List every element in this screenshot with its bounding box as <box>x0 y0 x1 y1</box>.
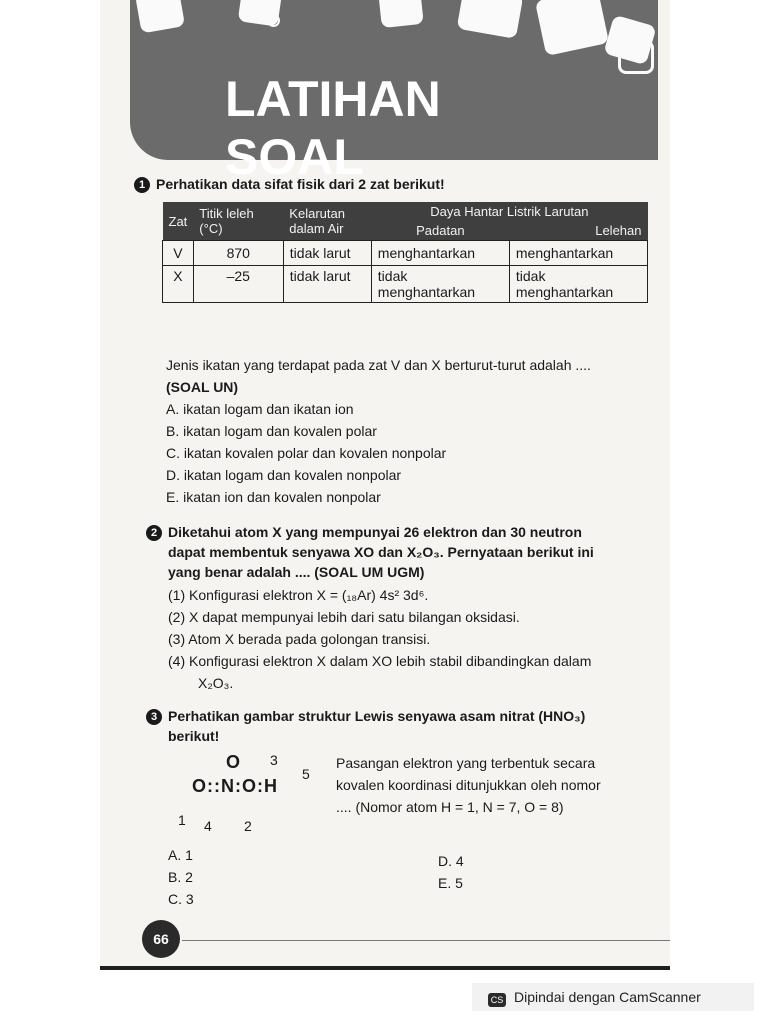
statement: X₂O₃. <box>198 675 234 691</box>
page-title: LATIHAN SOAL <box>225 71 441 185</box>
table-cell: tidak larut <box>283 266 371 303</box>
footer-text: Dipindai dengan CamScanner <box>514 989 701 1005</box>
table-cell: tidak larut <box>283 241 371 266</box>
table-row <box>163 241 648 266</box>
question-3-options-right <box>438 850 638 894</box>
option-e: E. ikatan ion dan kovalen nonpolar <box>166 489 381 505</box>
table-cell: –25 <box>193 266 283 303</box>
col-header: Kelarutan dalam Air <box>283 202 371 241</box>
question-number: 1 <box>134 177 150 193</box>
table-cell: menghantarkan <box>371 241 509 266</box>
col-header: Daya Hantar Listrik Larutan <box>371 202 647 221</box>
question-1-prompt: 1 Perhatikan data sifat fisik dari 2 zat berikut! <box>134 174 445 194</box>
option-d: D. 4 <box>438 853 464 869</box>
statement: (3) Atom X berada pada golongan transisi. <box>168 631 431 647</box>
label: 1 <box>178 812 186 828</box>
oxygen-top: O <box>226 752 241 772</box>
main-chain: O::N:O:H <box>192 776 278 796</box>
option-d: D. ikatan logam dan kovalen nonpolar <box>166 467 402 483</box>
camscanner-logo-icon: CS <box>488 993 506 1007</box>
decor-square <box>535 0 609 56</box>
option-c: C. ikatan kovalen polar dan kovalen nonpolar <box>166 445 447 461</box>
label: 3 <box>270 752 278 768</box>
question-number: 2 <box>146 525 162 541</box>
table-row <box>163 266 648 303</box>
col-header: Titik leleh (°C) <box>193 202 283 241</box>
table-cell: V <box>163 241 194 266</box>
bottom-rule <box>182 940 670 941</box>
label: 4 <box>204 818 212 834</box>
question-3-options-left <box>168 844 368 910</box>
question-number: 3 <box>146 709 162 725</box>
statement: (2) X dapat mempunyai lebih dari satu bilangan oksidasi. <box>168 609 520 625</box>
table-cell: menghantarkan <box>509 241 647 266</box>
option-a: A. ikatan logam dan ikatan ion <box>166 401 354 417</box>
page-edge <box>100 966 670 970</box>
option-a: A. 1 <box>168 847 193 863</box>
decor-circle <box>267 14 280 27</box>
table-cell: tidak menghantarkan <box>509 266 647 303</box>
table-cell: 870 <box>193 241 283 266</box>
statement: (4) Konfigurasi elektron X dalam XO lebih stabil dibandingkan dalam <box>168 653 592 669</box>
col-header: Padatan <box>371 221 509 241</box>
question-3-description: Pasangan elektron yang terbentuk secara kovalen koordinasi ditunjukkan oleh nomor .... (Nomor atom H = 1, N = 7, O = 8) <box>336 755 601 815</box>
option-e: E. 5 <box>438 875 463 891</box>
decor-square <box>135 0 185 34</box>
book-page <box>100 0 670 968</box>
label: 5 <box>302 766 310 782</box>
question-1-text: Jenis ikatan yang terdapat pada zat V dan X berturut-turut adalah .... (SOAL UN) <box>166 357 591 395</box>
option-b: B. ikatan logam dan kovalen polar <box>166 423 377 439</box>
option-b: B. 2 <box>168 869 193 885</box>
decor-square <box>378 0 424 28</box>
lewis-structure <box>178 752 318 832</box>
decor-square <box>457 0 524 39</box>
physical-properties-table <box>162 202 648 303</box>
question-3-prompt: 3 Perhatikan gambar struktur Lewis senyawa asam nitrat (HNO₃) berikut! <box>146 706 666 746</box>
table-cell: X <box>163 266 194 303</box>
label: 2 <box>244 818 252 834</box>
question-2-prompt: 2 Diketahui atom X yang mempunyai 26 elektron dan 30 neutron dapat membentuk senyawa XO dan X₂O₃. Pernyataan berikut ini yang benar adalah .... (SOAL UM UGM) <box>146 522 666 582</box>
decor-outline-square <box>618 40 654 74</box>
option-c: C. 3 <box>168 891 194 907</box>
col-header: Lelehan <box>509 221 647 241</box>
col-header: Zat <box>163 202 194 241</box>
question-2-statements <box>168 584 658 694</box>
question-1-options <box>166 398 646 508</box>
table-cell: tidak menghantarkan <box>371 266 509 303</box>
camscanner-footer <box>472 983 754 1011</box>
statement: (1) Konfigurasi elektron X = (₁₈Ar) 4s² 3d⁶. <box>168 587 429 603</box>
page-number: 66 <box>142 920 180 958</box>
